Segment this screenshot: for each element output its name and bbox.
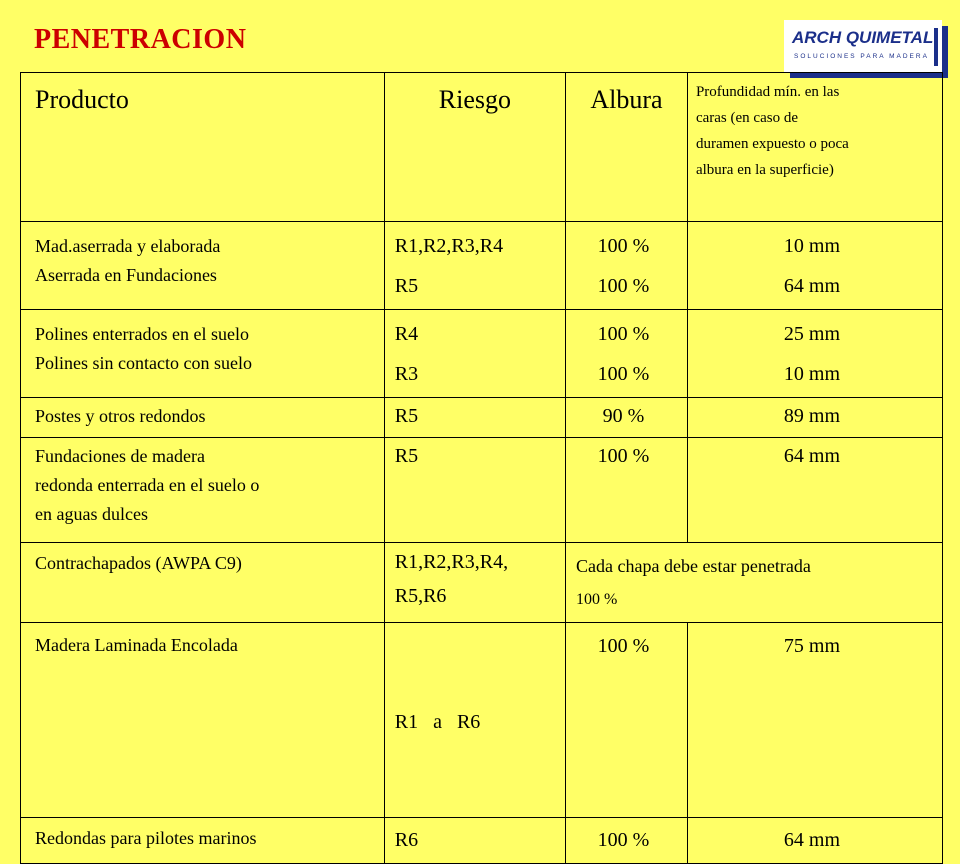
cell-albura-line: 100 % [597, 829, 650, 851]
table-row [21, 310, 943, 398]
cell-albura-line: 100 % [597, 235, 650, 257]
header-profundidad [687, 73, 942, 222]
cell-profundidad [687, 310, 942, 398]
header-albura: Albura [566, 73, 688, 222]
cell-albura-line: 90 % [602, 405, 645, 427]
cell-albura [566, 438, 688, 543]
cell-profundidad [687, 818, 942, 864]
cell-riesgo-line: R6 [394, 829, 419, 851]
cell-riesgo-line: R1,R2,R3,R4 [394, 235, 504, 257]
cell-profundidad [687, 623, 942, 818]
cell-albura-line: 100 % [597, 635, 650, 657]
cell-riesgo [384, 398, 565, 438]
cell-albura [566, 398, 688, 438]
cell-producto-line: Postes y otros redondos [35, 406, 206, 426]
cell-producto [21, 310, 385, 398]
cell-riesgo [384, 818, 565, 864]
cell-riesgo [384, 623, 565, 818]
cell-albura-line: 100 % [597, 323, 650, 345]
table-row [21, 438, 943, 543]
cell-albura-line: 100 % [597, 363, 650, 385]
cell-profundidad-line: 64 mm [783, 445, 841, 467]
cell-riesgo-line: R1 a R6 [394, 711, 481, 733]
cell-riesgo-line: R5 [394, 405, 419, 427]
cell-producto-line: Mad.aserrada y elaborada [35, 236, 221, 256]
cell-albura-line: 100 % [597, 275, 650, 297]
cell-producto-line: Polines enterrados en el suelo [35, 324, 249, 344]
header-riesgo: Riesgo [384, 73, 565, 222]
header-producto: Producto [21, 73, 385, 222]
cell-producto-line: Aserrada en Fundaciones [35, 265, 217, 285]
cell-profundidad [687, 438, 942, 543]
table-row [21, 222, 943, 310]
arch-quimetal-logo [784, 20, 942, 72]
cell-profundidad [687, 398, 942, 438]
cell-producto [21, 438, 385, 543]
cell-producto-line: Madera Laminada Encolada [35, 635, 238, 655]
cell-producto-line: Fundaciones de madera [35, 446, 205, 466]
cell-profundidad-line: 10 mm [783, 363, 841, 385]
header-profundidad-line: albura en la superficie) [695, 162, 834, 178]
cell-albura [566, 623, 688, 818]
cell-riesgo-line: R1,R2,R3,R4, [394, 551, 509, 573]
cell-producto [21, 398, 385, 438]
cell-riesgo [384, 543, 565, 623]
table-row [21, 818, 943, 864]
logo-brand: ARCH QUIMETAL [792, 28, 934, 47]
cell-producto [21, 222, 385, 310]
cell-riesgo-line: R3 [394, 363, 419, 385]
cell-producto-line: Redondas para pilotes marinos [35, 828, 257, 848]
cell-profundidad-line: 89 mm [783, 405, 841, 427]
cell-albura [566, 222, 688, 310]
cell-riesgo-line: R5 [394, 445, 419, 467]
cell-albura [566, 818, 688, 864]
penetration-table [20, 72, 943, 864]
cell-profundidad-line: 75 mm [783, 635, 841, 657]
cell-producto-line: en aguas dulces [35, 504, 148, 524]
cell-riesgo [384, 438, 565, 543]
cell-riesgo-line: R5,R6 [394, 585, 447, 607]
cell-producto [21, 818, 385, 864]
header-profundidad-line: Profundidad mín. en las [695, 84, 840, 100]
logo-bar-icon [934, 28, 938, 66]
cell-merged-line: Cada chapa debe estar penetrada [576, 556, 811, 576]
cell-riesgo-line: R5 [394, 275, 419, 297]
logo-tagline: SOLUCIONES PARA MADERA [794, 53, 929, 60]
cell-profundidad-line: 64 mm [783, 829, 841, 851]
cell-profundidad [687, 222, 942, 310]
cell-merged-albura-profundidad [566, 543, 943, 623]
table-header-row [21, 73, 943, 222]
cell-riesgo [384, 222, 565, 310]
cell-producto-line: Polines sin contacto con suelo [35, 353, 252, 373]
cell-merged-line: 100 % [576, 591, 618, 608]
cell-riesgo [384, 310, 565, 398]
cell-producto [21, 623, 385, 818]
table-row [21, 543, 943, 623]
table-row [21, 623, 943, 818]
header-profundidad-line: duramen expuesto o poca [695, 136, 849, 152]
cell-producto-line: redonda enterrada en el suelo o [35, 475, 260, 495]
cell-profundidad-line: 64 mm [783, 275, 841, 297]
header-profundidad-line: caras (en caso de [695, 110, 798, 126]
cell-riesgo-line: R4 [394, 323, 419, 345]
cell-albura-line: 100 % [597, 445, 650, 467]
cell-profundidad-line: 25 mm [783, 323, 841, 345]
cell-profundidad-line: 10 mm [783, 235, 841, 257]
cell-producto [21, 543, 385, 623]
table-row [21, 398, 943, 438]
cell-albura [566, 310, 688, 398]
cell-producto-line: Contrachapados (AWPA C9) [35, 553, 242, 573]
page-title: PENETRACION [34, 24, 247, 55]
